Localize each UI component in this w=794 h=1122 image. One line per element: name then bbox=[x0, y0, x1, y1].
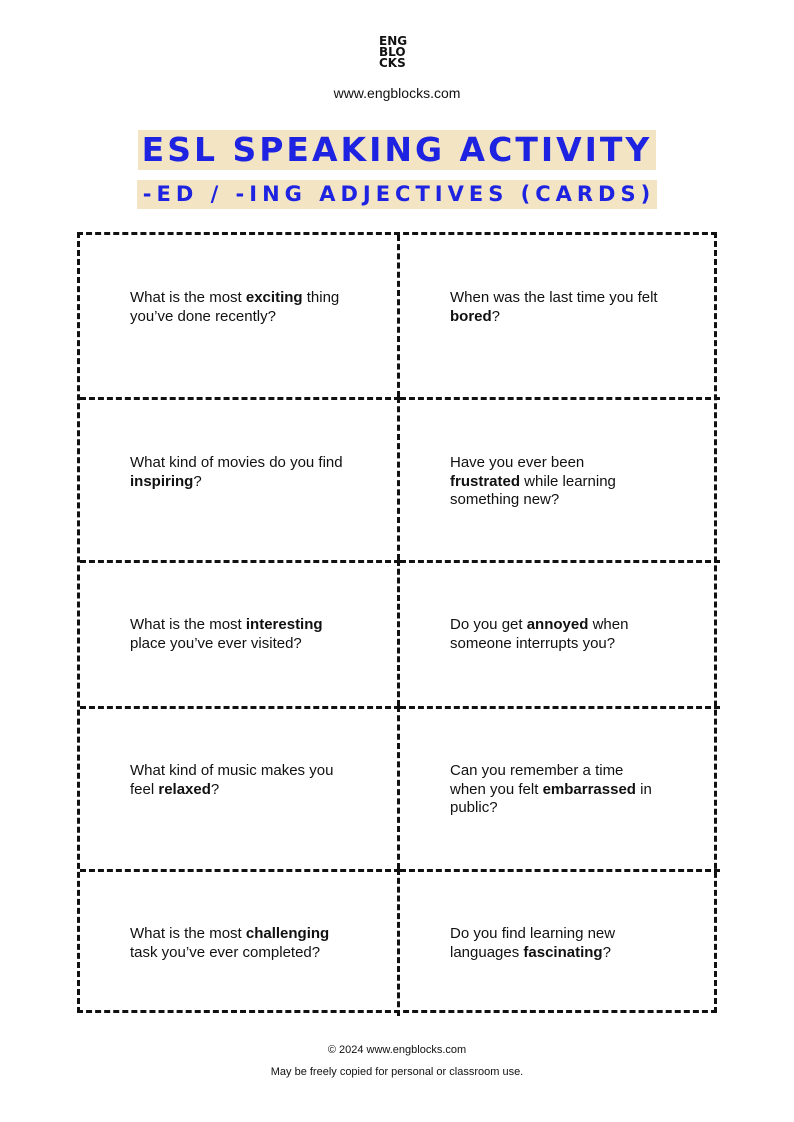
card-question: When was the last time you felt bored? bbox=[450, 289, 658, 325]
card-question: What is the most interesting place you’ve ever visited? bbox=[130, 616, 323, 652]
engblocks-logo bbox=[379, 36, 415, 69]
question-card bbox=[400, 869, 720, 1016]
page-subtitle: -ED / -ING ADJECTIVES (CARDS) bbox=[137, 180, 657, 209]
question-card bbox=[400, 706, 720, 869]
card-question: Have you ever been frustrated while learning something new? bbox=[450, 454, 616, 508]
card-question: Can you remember a time when you felt embarrassed in public? bbox=[450, 762, 652, 816]
page-title: ESL SPEAKING ACTIVITY bbox=[138, 130, 657, 170]
question-card bbox=[80, 869, 400, 1016]
subtitle-container bbox=[0, 180, 794, 209]
question-card bbox=[80, 235, 400, 397]
card-grid bbox=[77, 232, 717, 1013]
card-question: What is the most challenging task you’ve ever completed? bbox=[130, 925, 330, 961]
title-container bbox=[0, 130, 794, 170]
logo-line: BLO bbox=[379, 45, 406, 59]
card-question: What kind of movies do you find inspiring? bbox=[130, 454, 343, 490]
card-question: What is the most exciting thing you’ve done recently? bbox=[130, 289, 340, 325]
question-card bbox=[400, 397, 720, 560]
logo-line: ENG bbox=[379, 34, 408, 48]
footer-license-note: May be freely copied for personal or classroom use. bbox=[270, 1066, 524, 1078]
logo-line: CKS bbox=[379, 56, 406, 70]
question-card bbox=[80, 397, 400, 560]
question-card bbox=[80, 706, 400, 869]
card-question: Do you get annoyed when someone interrupts you? bbox=[450, 616, 629, 652]
card-question: What kind of music makes you feel relaxed? bbox=[130, 762, 334, 798]
question-card bbox=[400, 235, 720, 397]
card-question: Do you find learning new languages fascinating? bbox=[450, 925, 616, 961]
question-card bbox=[80, 560, 400, 706]
footer-copyright: © 2024 www.engblocks.com bbox=[327, 1044, 467, 1056]
site-url: www.engblocks.com bbox=[333, 85, 461, 101]
question-card bbox=[400, 560, 720, 706]
